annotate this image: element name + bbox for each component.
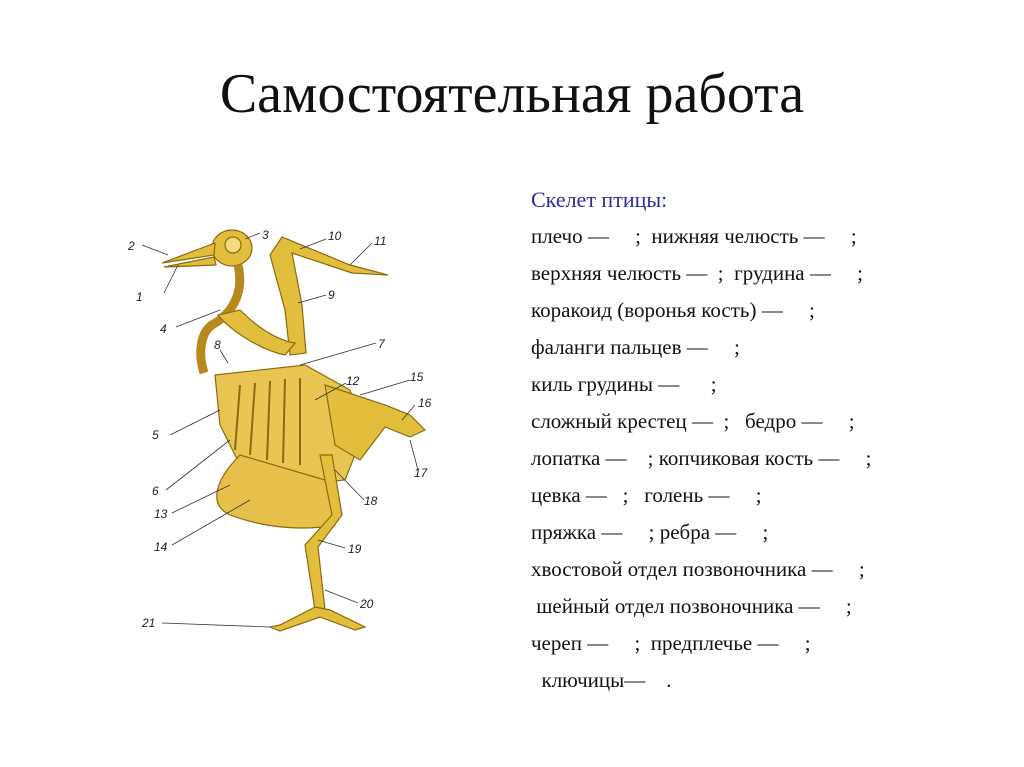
label-2: 2 xyxy=(128,239,135,253)
label-5: 5 xyxy=(152,428,159,442)
label-21: 21 xyxy=(142,616,156,630)
label-13: 13 xyxy=(154,507,168,521)
humerus xyxy=(218,310,295,355)
text-line: плечо — ; нижняя челюсть — ; xyxy=(531,224,857,248)
foot xyxy=(270,607,365,631)
text-line: верхняя челюсть — ; грудина — ; xyxy=(531,261,863,285)
text-line: хвостовой отдел позвоночника — ; xyxy=(531,557,865,581)
label-15: 15 xyxy=(410,370,424,384)
label-18: 18 xyxy=(364,494,378,508)
text-line: череп — ; предплечье — ; xyxy=(531,631,811,655)
text-line: цевка — ; голень — ; xyxy=(531,483,762,507)
bird-skeleton-illustration xyxy=(120,215,440,655)
slide-subtitle: Скелет птицы: xyxy=(531,187,668,212)
label-8: 8 xyxy=(214,338,221,352)
label-6: 6 xyxy=(152,484,159,498)
text-line: сложный крестец — ; бедро — ; xyxy=(531,409,855,433)
text-line: пряжка — ; ребра — ; xyxy=(531,520,769,544)
label-16: 16 xyxy=(418,396,432,410)
text-line: коракоид (воронья кость) — ; xyxy=(531,298,815,322)
skeleton-drawing xyxy=(162,230,425,631)
label-3: 3 xyxy=(262,228,269,242)
label-19: 19 xyxy=(348,542,362,556)
text-line: ключицы— . xyxy=(531,668,672,692)
label-14: 14 xyxy=(154,540,168,554)
label-10: 10 xyxy=(328,229,342,243)
text-line: фаланги пальцев — ; xyxy=(531,335,740,359)
text-line: лопатка — ; копчиковая кость — ; xyxy=(531,446,872,470)
label-9: 9 xyxy=(328,288,335,302)
label-1: 1 xyxy=(136,290,143,304)
text-line: шейный отдел позвоночника — ; xyxy=(531,594,852,618)
label-4: 4 xyxy=(160,322,167,336)
eye-socket xyxy=(225,237,241,253)
text-line: киль грудины — ; xyxy=(531,372,717,396)
label-17: 17 xyxy=(414,466,428,480)
label-20: 20 xyxy=(360,597,374,611)
label-12: 12 xyxy=(346,374,360,388)
label-7: 7 xyxy=(378,337,385,351)
label-11: 11 xyxy=(374,234,387,248)
slide-title: Самостоятельная работа xyxy=(219,63,805,125)
